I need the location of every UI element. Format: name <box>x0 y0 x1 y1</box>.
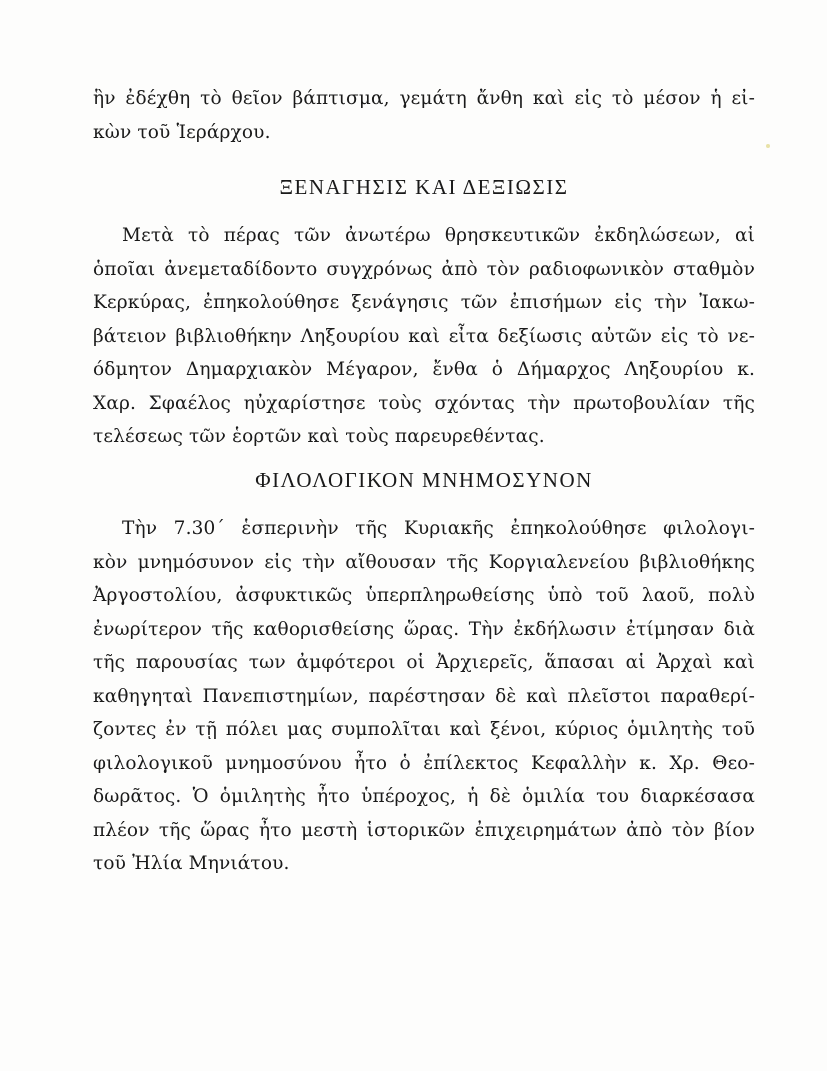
text-line: πλέον τῆς ὥρας ἦτο μεστὴ ἱστορικῶν ἐπιχειρημάτων ἀπὸ τὸν βίον <box>93 819 755 841</box>
text-line: φιλολογικοῦ μνημοσύνου ἦτο ὁ ἐπίλεκτος Κεφαλλὴν κ. Χρ. Θεο- <box>93 752 755 774</box>
text-line: καθηγηταὶ Πανεπιστημίων, παρέστησαν δὲ καὶ πλεῖστοι παραθερί- <box>93 685 755 707</box>
text-line: βάτειον βιβλιοθήκην Ληξουρίου καὶ εἶτα δεξίωσις αὐτῶν εἰς τὸ νε- <box>93 325 755 347</box>
text-line: ἐνωρίτερον τῆς καθορισθείσης ὥρας. Τὴν ἐκδήλωσιν ἐτίμησαν διὰ <box>93 618 755 640</box>
text-line: τῆς παρουσίας των ἀμφότεροι οἱ Ἀρχιερεῖς, ἅπασαι αἱ Ἀρχαὶ καὶ <box>93 652 755 673</box>
paragraph-filologikon <box>93 512 755 881</box>
text-line: ὁποῖαι ἀνεμεταδίδοντο συγχρόνως ἀπὸ τὸν ραδιοφωνικὸν σταθμὸν <box>93 258 755 280</box>
text-line: Τὴν 7.30΄ ἑσπερινὴν τῆς Κυριακῆς ἐπηκολούθησε φιλολογι- <box>122 518 755 539</box>
text-line: Ἀργοστολίου, ἀσφυκτικῶς ὑπερπληρωθείσης ὑπὸ τοῦ λαοῦ, πολὺ <box>93 585 755 606</box>
paper-speck <box>766 144 770 148</box>
intro-paragraph <box>93 82 755 149</box>
section-heading-xenagisis: ΞΕΝΑΓΗΣΙΣ ΚΑΙ ΔΕΞΙΩΣΙΣ <box>279 175 569 199</box>
text-line: ζοντες ἐν τῇ πόλει μας συμπολῖται καὶ ξένοι, κύριος ὁμιλητὴς τοῦ <box>93 719 755 740</box>
text-line: δωρᾶτος. Ὁ ὁμιλητὴς ἦτο ὑπέροχος, ἡ δὲ ὁμιλία του διαρκέσασα <box>93 786 755 807</box>
paragraph-xenagisis <box>93 219 755 454</box>
text-line: Μετὰ τὸ πέρας τῶν ἀνωτέρω θρησκευτικῶν ἐκδηλώσεων, αἱ <box>122 225 755 246</box>
text-line: όδμητον Δημαρχιακὸν Μέγαρον, ἔνθα ὁ Δήμαρχος Ληξουρίου κ. <box>93 359 755 380</box>
text-line: κὼν τοῦ Ἱεράρχου. <box>93 121 271 143</box>
text-line: ἣν ἐδέχθη τὸ θεῖον βάπτισμα, γεμάτη ἄνθη καὶ εἰς τὸ μέσον ἡ εἰ- <box>93 88 755 109</box>
text-line: Κερκύρας, ἐπηκολούθησε ξενάγησις τῶν ἐπισήμων εἰς τὴν Ἰακω- <box>93 292 755 313</box>
text-line: τοῦ Ἠλία Μηνιάτου. <box>93 853 290 874</box>
section-heading-filologikon: ΦΙΛΟΛΟΓΙΚΟΝ ΜΝΗΜΟΣΥΝΟΝ <box>255 468 593 492</box>
text-line: Χαρ. Σφαέλος ηὐχαρίστησε τοὺς σχόντας τὴν πρωτοβουλίαν τῆς <box>93 392 755 414</box>
text-line: κὸν μνημόσυνον εἰς τὴν αἴθουσαν τῆς Κοργιαλενείου βιβλιοθήκης <box>93 551 755 573</box>
text-line: τελέσεως τῶν ἑορτῶν καὶ τοὺς παρευρεθέντας. <box>93 426 545 447</box>
